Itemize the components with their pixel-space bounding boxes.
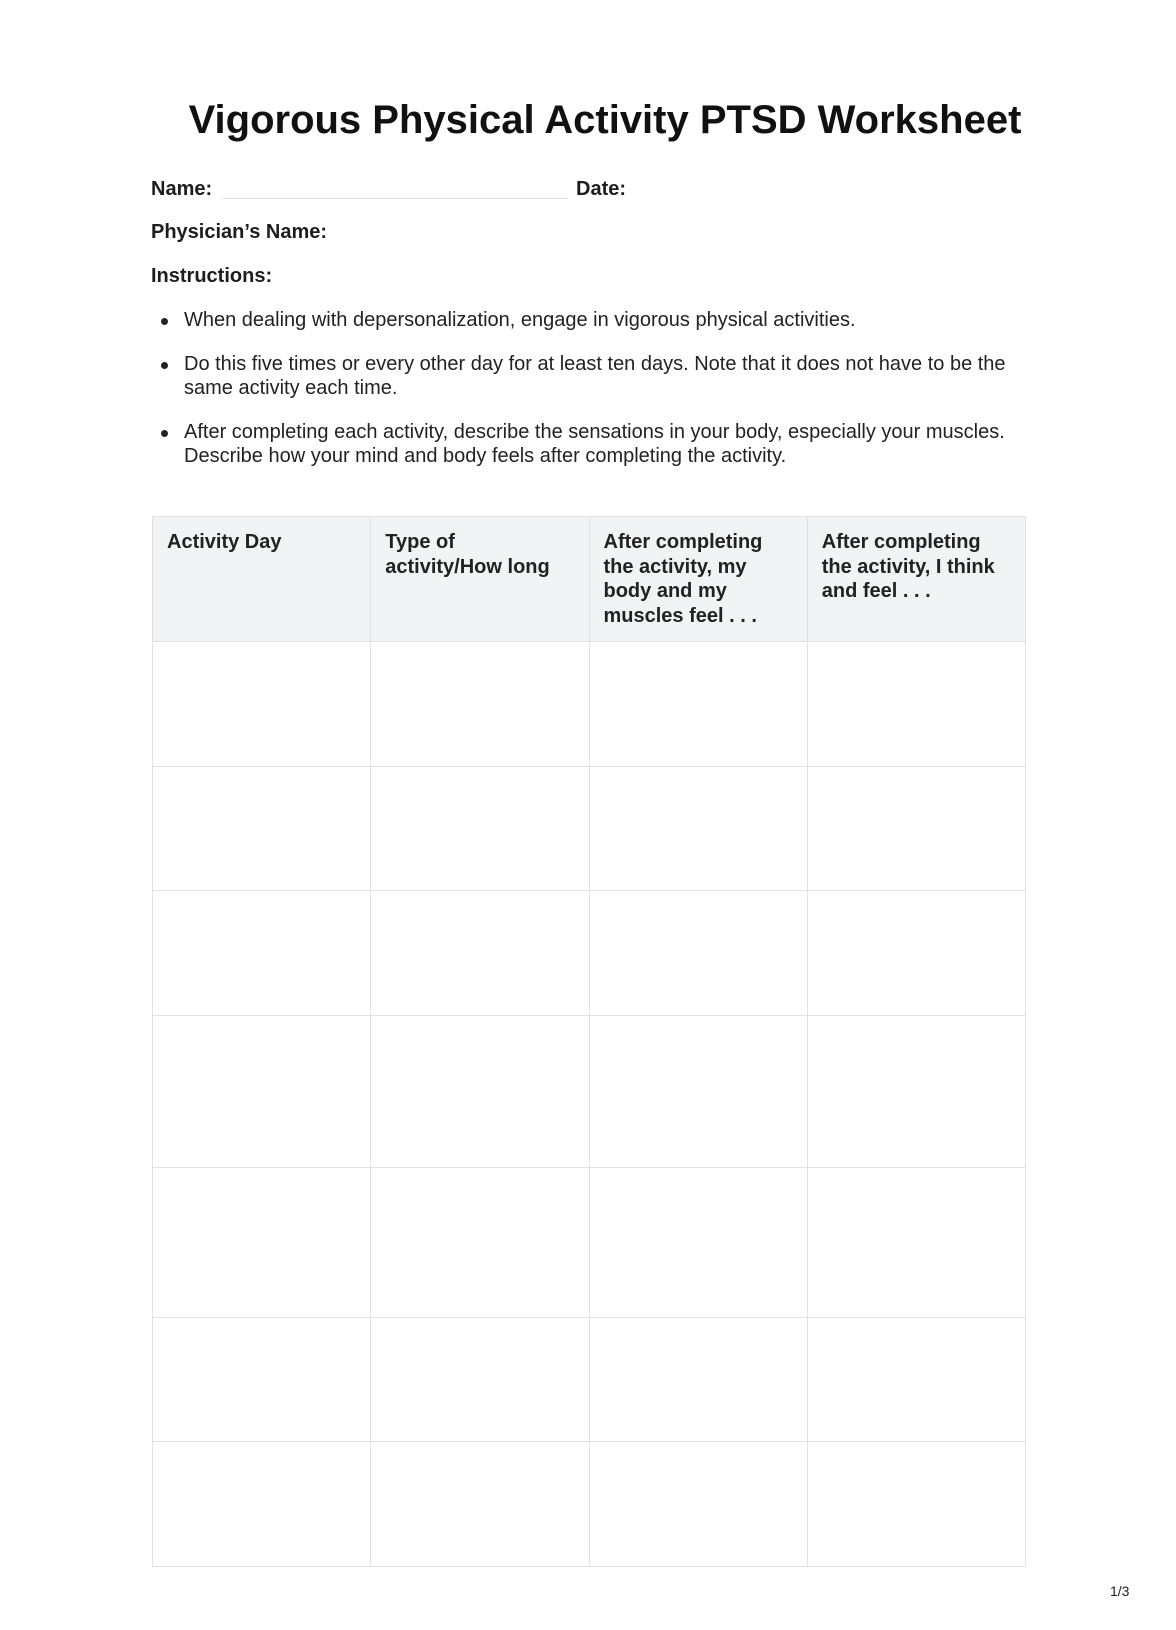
table-cell[interactable]: [153, 891, 371, 1016]
header-body-feel: After completing the activity, my body and my muscles feel . . .: [589, 517, 807, 642]
table-cell[interactable]: [807, 767, 1025, 891]
table-row: [153, 1318, 1026, 1442]
table-cell[interactable]: [589, 1318, 807, 1442]
table-cell[interactable]: [589, 1168, 807, 1318]
instructions-label: Instructions:: [151, 265, 273, 287]
page-number: 1/3: [1110, 1583, 1130, 1599]
table-cell[interactable]: [807, 1016, 1025, 1168]
table-cell[interactable]: [371, 891, 589, 1016]
header-think-feel: After completing the activity, I think and feel . . .: [807, 517, 1025, 642]
table-cell[interactable]: [371, 1168, 589, 1318]
physician-label: Physician’s Name:: [151, 221, 328, 243]
table-cell[interactable]: [371, 1442, 589, 1567]
table-row: [153, 767, 1026, 891]
date-label: Date:: [576, 178, 627, 200]
table-cell[interactable]: [589, 891, 807, 1016]
table-cell[interactable]: [807, 1442, 1025, 1567]
table-cell[interactable]: [589, 767, 807, 891]
table-cell[interactable]: [153, 1442, 371, 1567]
page-title: Vigorous Physical Activity PTSD Worksheet: [188, 98, 1022, 142]
table-cell[interactable]: [807, 642, 1025, 767]
table-cell[interactable]: [153, 1016, 371, 1168]
table-row: [153, 1442, 1026, 1567]
table-row: [153, 642, 1026, 767]
table-cell[interactable]: [371, 1016, 589, 1168]
header-activity-day: Activity Day: [153, 517, 371, 642]
table-cell[interactable]: [589, 642, 807, 767]
table-row: [153, 1016, 1026, 1168]
name-field[interactable]: [222, 198, 567, 199]
table-cell[interactable]: [807, 1318, 1025, 1442]
instruction-item: After completing each activity, describe the sensations in your body, especially your muscles. Describe how your mind and body feels after completing the activity.: [160, 420, 1040, 469]
instruction-item: Do this five times or every other day for at least ten days. Note that it does not have to be the same activity each time.: [160, 352, 1040, 401]
table-cell[interactable]: [153, 642, 371, 767]
table-cell[interactable]: [153, 767, 371, 891]
table-cell[interactable]: [153, 1318, 371, 1442]
table-cell[interactable]: [589, 1016, 807, 1168]
table-cell[interactable]: [589, 1442, 807, 1567]
header-type-of-activity: Type of activity/How long: [371, 517, 589, 642]
name-label: Name:: [151, 178, 213, 200]
activity-table: [152, 516, 1026, 1567]
table-cell[interactable]: [371, 767, 589, 891]
table-cell[interactable]: [807, 891, 1025, 1016]
table-cell[interactable]: [807, 1168, 1025, 1318]
table-row: [153, 1168, 1026, 1318]
table-row: [153, 891, 1026, 1016]
table-cell[interactable]: [153, 1168, 371, 1318]
instructions-list: [160, 308, 1040, 488]
instruction-item: When dealing with depersonalization, engage in vigorous physical activities.: [160, 308, 1040, 333]
table-cell[interactable]: [371, 642, 589, 767]
table-cell[interactable]: [371, 1318, 589, 1442]
